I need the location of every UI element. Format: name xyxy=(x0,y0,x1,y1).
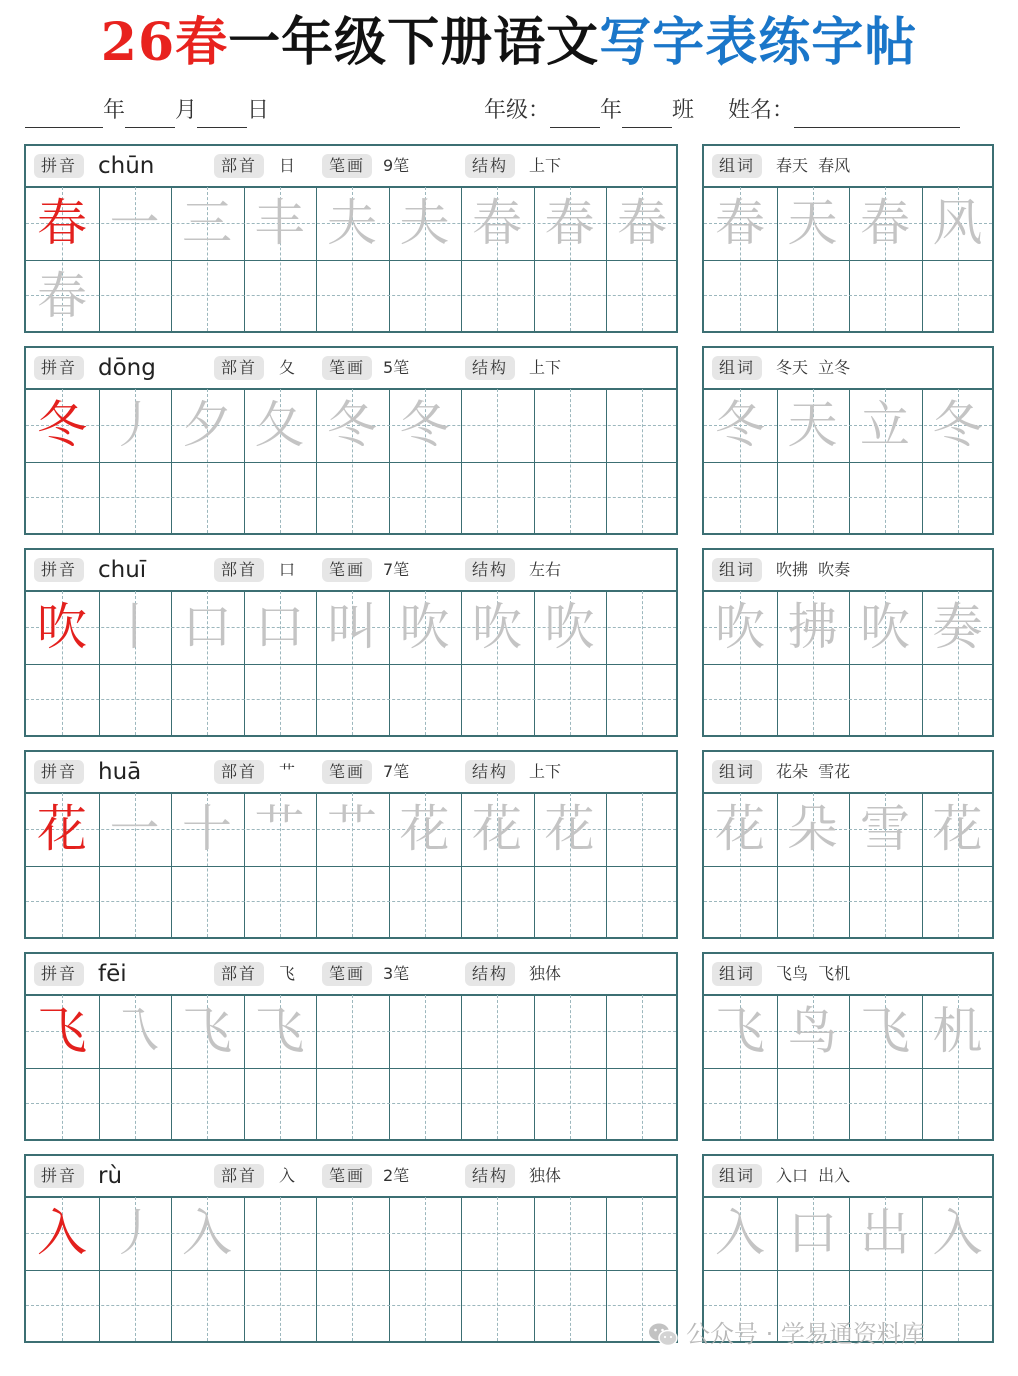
stroke-step: 春 xyxy=(544,194,595,252)
structure-value: 独体 xyxy=(529,964,562,983)
word-grid[interactable] xyxy=(704,793,992,937)
word-card-1 xyxy=(702,144,994,333)
pinyin-tag: 拼音 xyxy=(34,760,84,784)
pinyin-value: chuī xyxy=(98,557,147,583)
stroke-step: 吹 xyxy=(472,598,522,656)
word-info-bar xyxy=(704,550,992,592)
character-card-4 xyxy=(24,750,678,939)
word-card-2 xyxy=(702,346,994,535)
structure-tag: 结构 xyxy=(465,558,515,582)
words-value: 入口 出入 xyxy=(776,1166,851,1185)
radical-value: 夂 xyxy=(279,358,296,377)
title-part-workbook: 写字表练字帖 xyxy=(599,12,918,73)
watermark xyxy=(648,1314,925,1354)
stroke-step: 夫 xyxy=(399,194,450,252)
name-blank[interactable] xyxy=(794,103,960,128)
stroke-step: 一 xyxy=(109,194,160,252)
target-character: 飞 xyxy=(37,1002,87,1060)
word-character: 吹 xyxy=(715,598,765,656)
writing-grid[interactable] xyxy=(26,793,676,937)
grade-blank[interactable] xyxy=(550,103,600,128)
grade-year-label: 年 xyxy=(600,98,623,123)
radical-tag: 部首 xyxy=(214,558,264,582)
structure-tag: 结构 xyxy=(465,356,515,380)
word-character: 天 xyxy=(787,194,838,252)
word-character: 入 xyxy=(715,1204,765,1262)
strokes-tag: 笔画 xyxy=(322,962,372,986)
radical-tag: 部首 xyxy=(214,962,264,986)
pinyin-value: huā xyxy=(98,759,142,785)
stroke-step: 一 xyxy=(109,800,160,858)
writing-grid[interactable] xyxy=(26,591,676,735)
word-info-bar xyxy=(704,752,992,794)
word-character: 飞 xyxy=(715,1002,765,1060)
title-part-grade: 一年级下册语文 xyxy=(228,12,600,73)
word-grid[interactable] xyxy=(704,591,992,735)
stroke-step: 丿 xyxy=(109,1204,160,1262)
writing-grid[interactable] xyxy=(26,389,676,533)
class-label: 班 xyxy=(672,98,695,123)
words-value: 春天 春风 xyxy=(776,156,851,175)
character-card-5 xyxy=(24,952,678,1141)
stroke-step: 叫 xyxy=(327,598,377,656)
radical-value: 口 xyxy=(279,560,296,579)
structure-value: 上下 xyxy=(529,762,562,781)
stroke-step: 艹 xyxy=(254,800,305,858)
pinyin-value: rù xyxy=(98,1163,123,1189)
strokes-tag: 笔画 xyxy=(322,760,372,784)
character-info-bar xyxy=(26,954,676,996)
target-character: 春 xyxy=(37,194,87,252)
strokes-tag: 笔画 xyxy=(322,558,372,582)
structure-tag: 结构 xyxy=(465,962,515,986)
character-card-2 xyxy=(24,346,678,535)
strokes-tag: 笔画 xyxy=(322,1164,372,1188)
structure-value: 上下 xyxy=(529,156,562,175)
strokes-value: 7笔 xyxy=(383,762,410,781)
word-character: 春 xyxy=(860,194,910,252)
date-fields xyxy=(25,94,269,128)
radical-tag: 部首 xyxy=(214,1164,264,1188)
character-card-1 xyxy=(24,144,678,333)
class-blank[interactable] xyxy=(622,103,672,128)
title-part-year: 26春 xyxy=(100,12,229,73)
radical-tag: 部首 xyxy=(214,760,264,784)
word-character: 花 xyxy=(932,800,983,858)
stroke-step: 冬 xyxy=(327,396,377,454)
watermark-text: 公众号 · 学易通资料库 xyxy=(686,1320,925,1348)
stroke-step: 丿 xyxy=(109,396,160,454)
pinyin-value: fēi xyxy=(98,961,127,987)
character-info-bar xyxy=(26,550,676,592)
stroke-step: 夫 xyxy=(327,194,377,252)
pinyin-value: chūn xyxy=(98,153,155,179)
word-character: 入 xyxy=(932,1204,983,1262)
word-grid[interactable] xyxy=(704,187,992,331)
word-character: 飞 xyxy=(860,1002,910,1060)
structure-tag: 结构 xyxy=(465,760,515,784)
word-card-4 xyxy=(702,750,994,939)
writing-grid[interactable] xyxy=(26,187,676,331)
words-tag: 组词 xyxy=(712,154,762,178)
stroke-step: 花 xyxy=(544,800,595,858)
words-value: 冬天 立冬 xyxy=(776,358,851,377)
structure-value: 独体 xyxy=(529,1166,562,1185)
words-value: 吹拂 吹奏 xyxy=(776,560,851,579)
radical-value: 日 xyxy=(279,156,296,175)
strokes-value: 5笔 xyxy=(383,358,410,377)
day-label: 日 xyxy=(247,98,270,123)
student-fields xyxy=(484,94,960,128)
stroke-step: 飞 xyxy=(182,1002,232,1060)
strokes-tag: 笔画 xyxy=(322,356,372,380)
stroke-step: 花 xyxy=(399,800,450,858)
character-card-6 xyxy=(24,1154,678,1343)
pinyin-tag: 拼音 xyxy=(34,154,84,178)
stroke-step: 吹 xyxy=(544,598,595,656)
word-info-bar xyxy=(704,348,992,390)
word-character: 口 xyxy=(787,1204,838,1262)
word-grid[interactable] xyxy=(704,389,992,533)
words-tag: 组词 xyxy=(712,760,762,784)
words-value: 飞鸟 飞机 xyxy=(776,964,851,983)
word-character: 冬 xyxy=(932,396,983,454)
stroke-step: 春 xyxy=(472,194,522,252)
word-character: 冬 xyxy=(715,396,765,454)
word-character: 奏 xyxy=(932,598,983,656)
wechat-icon xyxy=(648,1322,678,1348)
strokes-tag: 笔画 xyxy=(322,154,372,178)
stroke-step: 口 xyxy=(182,598,232,656)
word-character: 吹 xyxy=(860,598,910,656)
writing-grid[interactable] xyxy=(26,995,676,1139)
word-info-bar xyxy=(704,954,992,996)
stroke-step: 艹 xyxy=(327,800,377,858)
target-character: 入 xyxy=(37,1204,87,1262)
stroke-step: 丰 xyxy=(254,194,305,252)
strokes-value: 2笔 xyxy=(383,1166,410,1185)
words-tag: 组词 xyxy=(712,1164,762,1188)
year-label: 年 xyxy=(103,98,126,123)
pinyin-tag: 拼音 xyxy=(34,962,84,986)
word-character: 花 xyxy=(715,800,765,858)
stroke-step: 入 xyxy=(182,1204,232,1262)
word-character: 立 xyxy=(860,396,910,454)
page-title xyxy=(0,8,1018,78)
radical-value: 飞 xyxy=(279,964,296,983)
word-grid[interactable] xyxy=(704,995,992,1139)
strokes-value: 9笔 xyxy=(383,156,410,175)
writing-grid[interactable] xyxy=(26,1197,676,1341)
radical-value: 入 xyxy=(279,1166,296,1185)
name-label: 姓名： xyxy=(728,98,795,123)
radical-value: 艹 xyxy=(279,762,296,781)
year-blank[interactable] xyxy=(25,103,103,128)
pinyin-tag: 拼音 xyxy=(34,558,84,582)
stroke-step: 口 xyxy=(254,598,305,656)
word-card-3 xyxy=(702,548,994,737)
words-tag: 组词 xyxy=(712,356,762,380)
stroke-step: 十 xyxy=(182,800,232,858)
stroke-step: 三 xyxy=(182,194,232,252)
day-blank[interactable] xyxy=(197,103,247,128)
word-card-5 xyxy=(702,952,994,1141)
stroke-step: 夕 xyxy=(182,396,232,454)
stroke-step: 春 xyxy=(37,266,87,325)
stroke-step: 乁 xyxy=(109,1002,160,1060)
word-info-bar xyxy=(704,146,992,188)
structure-value: 上下 xyxy=(529,358,562,377)
stroke-step: 吹 xyxy=(399,598,450,656)
structure-tag: 结构 xyxy=(465,1164,515,1188)
radical-tag: 部首 xyxy=(214,356,264,380)
stroke-step: 冬 xyxy=(399,396,450,454)
grade-label: 年级： xyxy=(484,98,551,123)
character-info-bar xyxy=(26,1156,676,1198)
structure-value: 左右 xyxy=(529,560,562,579)
character-info-bar xyxy=(26,348,676,390)
word-character: 雪 xyxy=(860,800,910,858)
month-label: 月 xyxy=(175,98,198,123)
radical-tag: 部首 xyxy=(214,154,264,178)
target-character: 吹 xyxy=(37,598,87,656)
strokes-value: 7笔 xyxy=(383,560,410,579)
word-character: 天 xyxy=(787,396,838,454)
stroke-step: 花 xyxy=(472,800,522,858)
stroke-step: 丨 xyxy=(109,598,160,656)
pinyin-value: dōng xyxy=(98,355,156,381)
target-character: 冬 xyxy=(37,396,87,454)
character-card-3 xyxy=(24,548,678,737)
word-character: 鸟 xyxy=(787,1002,838,1060)
word-character: 春 xyxy=(715,194,765,252)
stroke-step: 飞 xyxy=(254,1002,305,1060)
word-character: 风 xyxy=(932,194,983,252)
stroke-step: 夂 xyxy=(254,396,305,454)
word-character: 机 xyxy=(932,1002,983,1060)
word-info-bar xyxy=(704,1156,992,1198)
character-info-bar xyxy=(26,146,676,188)
word-character: 朵 xyxy=(787,800,838,858)
pinyin-tag: 拼音 xyxy=(34,1164,84,1188)
word-character: 拂 xyxy=(787,598,838,656)
words-value: 花朵 雪花 xyxy=(776,762,851,781)
structure-tag: 结构 xyxy=(465,154,515,178)
words-tag: 组词 xyxy=(712,962,762,986)
words-tag: 组词 xyxy=(712,558,762,582)
month-blank[interactable] xyxy=(125,103,175,128)
target-character: 花 xyxy=(37,800,87,858)
word-character: 出 xyxy=(860,1204,910,1262)
character-info-bar xyxy=(26,752,676,794)
pinyin-tag: 拼音 xyxy=(34,356,84,380)
stroke-step: 春 xyxy=(617,194,667,252)
strokes-value: 3笔 xyxy=(383,964,410,983)
